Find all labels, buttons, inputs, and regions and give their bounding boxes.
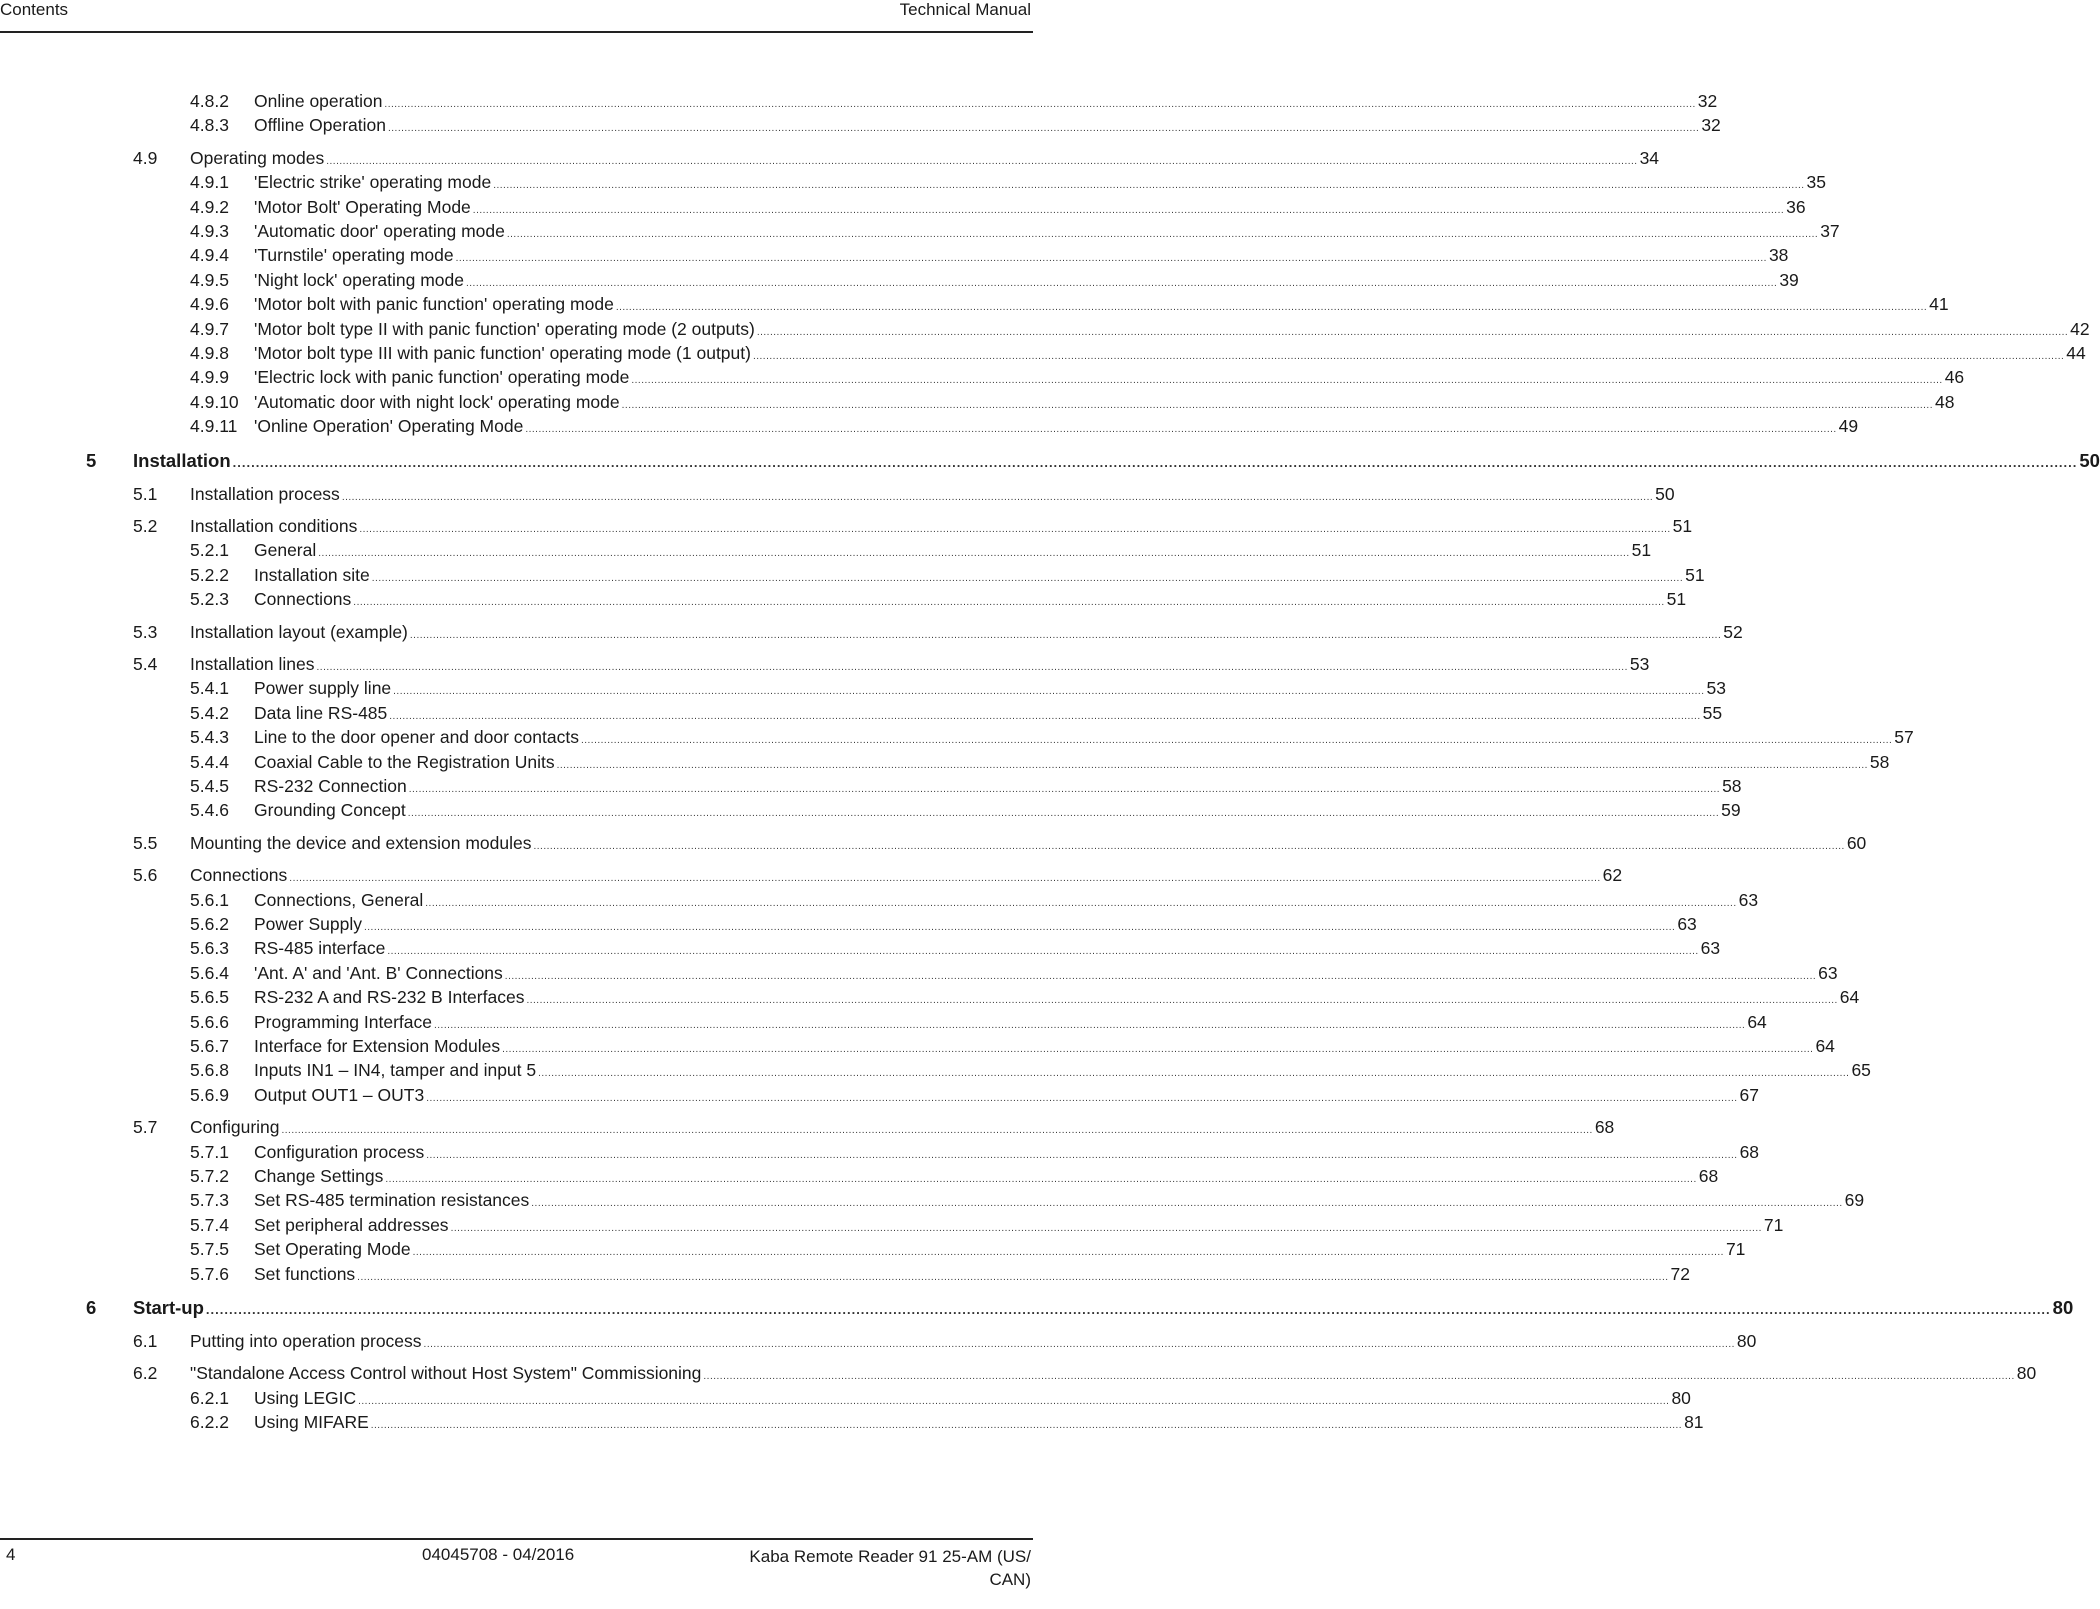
- toc-entry-number: 5.6.1: [190, 889, 229, 910]
- toc-entry[interactable]: [190, 113, 1721, 138]
- toc-entry[interactable]: [190, 390, 1955, 415]
- toc-leader-dots: ................................................................................................................................................................................................................................................................................................................................................................................................................: [370, 1420, 1683, 1432]
- toc-entry-number: 4.9.11: [190, 416, 238, 437]
- toc-entry-number: 5.7.4: [190, 1214, 229, 1235]
- toc-entry[interactable]: [190, 170, 1826, 195]
- toc-entry[interactable]: [190, 676, 1726, 701]
- toc-entry-title: Using MIFARE: [254, 1412, 369, 1433]
- toc-entry[interactable]: [190, 1010, 1767, 1035]
- toc-entry[interactable]: [190, 1034, 1835, 1059]
- toc-entry[interactable]: [133, 620, 1743, 645]
- toc-entry-title: Power Supply: [254, 914, 362, 934]
- toc-entry-title: Line to the door opener and door contacts: [254, 727, 579, 748]
- toc-entry-page: 68: [1594, 1117, 1615, 1138]
- toc-entry[interactable]: [190, 1058, 1871, 1083]
- toc-entry-title: 'Motor bolt type II with panic function' operating mode (2 outputs): [254, 318, 755, 339]
- toc-entry-title: 'Electric lock with panic function' operating mode: [254, 367, 630, 388]
- toc-leader-dots: ................................................................................................................................................................................................................................................................................................................................................................................................................: [621, 399, 1933, 411]
- toc-entry-title: Mounting the device and extension modules: [190, 832, 532, 853]
- toc-entry-number: 5.4.4: [190, 751, 229, 772]
- toc-entry[interactable]: [190, 1140, 1760, 1165]
- toc-entry-page: 36: [1786, 196, 1806, 217]
- toc-entry-title: Change Settings: [254, 1166, 384, 1186]
- toc-entry-page: 62: [1602, 865, 1623, 886]
- toc-entry[interactable]: [190, 725, 1914, 750]
- toc-entry-title: Installation: [133, 449, 231, 471]
- toc-leader-dots: ................................................................................................................................................................................................................................................................................................................................................................................................................: [205, 1302, 2051, 1317]
- toc-entry[interactable]: [190, 961, 1838, 986]
- toc-leader-dots: ................................................................................................................................................................................................................................................................................................................................................................................................................: [341, 491, 1654, 503]
- toc-leader-dots: ................................................................................................................................................................................................................................................................................................................................................................................................................: [318, 548, 1630, 560]
- toc-leader-dots: ................................................................................................................................................................................................................................................................................................................................................................................................................: [387, 123, 1700, 135]
- toc-entry-number: 4.9.5: [190, 269, 229, 290]
- toc-entry-title: 'Ant. A' and 'Ant. B' Connections: [254, 962, 503, 983]
- toc-entry[interactable]: [190, 750, 1890, 775]
- toc-entry[interactable]: [133, 652, 1650, 677]
- toc-entry-number: 5.6.8: [190, 1060, 229, 1081]
- toc-leader-dots: ................................................................................................................................................................................................................................................................................................................................................................................................................: [493, 180, 1805, 192]
- toc-entry-number: 5.7.6: [190, 1263, 229, 1284]
- toc-entry[interactable]: [190, 268, 1799, 293]
- toc-leader-dots: ................................................................................................................................................................................................................................................................................................................................................................................................................: [408, 784, 1721, 795]
- toc-entry-title: Set RS-485 termination resistances: [254, 1190, 530, 1211]
- toc-entry-number: 5.2.3: [190, 589, 229, 610]
- toc-leader-dots: ................................................................................................................................................................................................................................................................................................................................................................................................................: [472, 204, 1785, 216]
- toc-entry-title: Offline Operation: [254, 115, 386, 136]
- toc-leader-dots: ................................................................................................................................................................................................................................................................................................................................................................................................................: [326, 155, 1638, 167]
- toc-leader-dots: ................................................................................................................................................................................................................................................................................................................................................................................................................: [506, 229, 1819, 240]
- toc-entry-title: Connections: [190, 865, 288, 886]
- toc-leader-dots: ................................................................................................................................................................................................................................................................................................................................................................................................................: [426, 1149, 1738, 1161]
- toc-entry[interactable]: [190, 587, 1687, 612]
- toc-entry-title: Installation conditions: [190, 516, 358, 536]
- toc-entry[interactable]: [190, 563, 1705, 588]
- toc-entry-number: 6.2.2: [190, 1412, 229, 1433]
- toc-entry[interactable]: [190, 1188, 1865, 1213]
- toc-entry-page: 63: [1738, 889, 1759, 910]
- toc-entry[interactable]: [133, 863, 1623, 888]
- toc-entry[interactable]: [190, 1262, 1690, 1287]
- toc-entry-title: 'Turnstile' operating mode: [254, 245, 454, 266]
- toc-entry-page: 59: [1721, 800, 1741, 821]
- toc-leader-dots: ................................................................................................................................................................................................................................................................................................................................................................................................................: [363, 922, 1676, 933]
- toc-leader-dots: ................................................................................................................................................................................................................................................................................................................................................................................................................: [412, 1247, 1724, 1259]
- header-section-title: Contents: [0, 0, 69, 19]
- toc-entry-title: Programming Interface: [254, 1011, 432, 1032]
- toc-entry-page: 80: [2052, 1297, 2074, 1318]
- toc-entry[interactable]: [190, 1386, 1691, 1411]
- toc-entry-title: 'Automatic door' operating mode: [254, 221, 505, 241]
- toc-entry-page: 38: [1768, 245, 1789, 266]
- header-document-title: Technical Manual: [899, 0, 1031, 19]
- toc-entry-number: 5.4.5: [190, 776, 229, 796]
- toc-entry-number: 5.4.2: [190, 702, 229, 723]
- toc-entry-number: 6: [86, 1297, 97, 1318]
- toc-entry-page: 51: [1685, 564, 1705, 585]
- toc-entry-title: 'Motor bolt with panic function' operating mode: [254, 294, 614, 315]
- toc-entry-page: 69: [1844, 1190, 1865, 1211]
- toc-entry[interactable]: [133, 1115, 1615, 1140]
- toc-chapter-entry[interactable]: [86, 448, 2100, 473]
- toc-entry-number: 5.6.2: [190, 914, 229, 934]
- toc-entry-title: Putting into operation process: [190, 1331, 422, 1351]
- toc-entry-page: 34: [1639, 147, 1660, 168]
- toc-entry-title: Set functions: [254, 1263, 356, 1284]
- toc-entry[interactable]: [190, 936, 1721, 961]
- toc-leader-dots: ................................................................................................................................................................................................................................................................................................................................................................................................................: [756, 326, 2069, 338]
- toc-leader-dots: ................................................................................................................................................................................................................................................................................................................................................................................................................: [371, 572, 1684, 584]
- toc-leader-dots: ................................................................................................................................................................................................................................................................................................................................................................................................................: [389, 710, 1701, 722]
- toc-entry[interactable]: [190, 701, 1723, 726]
- toc-entry-title: Data line RS-485: [254, 702, 388, 723]
- toc-entry[interactable]: [133, 146, 1660, 171]
- toc-entry-number: 5.4: [133, 654, 158, 674]
- toc-entry-page: 63: [1818, 962, 1838, 983]
- toc-leader-dots: ................................................................................................................................................................................................................................................................................................................................................................................................................: [425, 897, 1737, 909]
- toc-entry-page: 35: [1806, 172, 1826, 193]
- toc-entry[interactable]: [190, 774, 1742, 799]
- toc-entry[interactable]: [190, 888, 1759, 913]
- toc-entry-title: 'Electric strike' operating mode: [254, 172, 492, 193]
- toc-entry-page: 67: [1739, 1084, 1759, 1105]
- toc-entry-page: 57: [1894, 727, 1914, 748]
- toc-entry-title: Operating modes: [190, 147, 325, 168]
- toc-entry-page: 60: [1846, 832, 1867, 853]
- toc-entry-page: 80: [2016, 1363, 2037, 1384]
- toc-leader-dots: ................................................................................................................................................................................................................................................................................................................................................................................................................: [556, 759, 1868, 771]
- toc-leader-dots: ................................................................................................................................................................................................................................................................................................................................................................................................................: [450, 1222, 1762, 1234]
- toc-entry-title: Installation layout (example): [190, 621, 408, 642]
- toc-entry-title: Coaxial Cable to the Registration Units: [254, 751, 555, 772]
- toc-leader-dots: ................................................................................................................................................................................................................................................................................................................................................................................................................: [538, 1068, 1850, 1080]
- toc-entry[interactable]: [133, 482, 1675, 507]
- toc-entry-number: 4.9.3: [190, 221, 229, 241]
- toc-entry-page: 68: [1698, 1166, 1719, 1186]
- toc-leader-dots: ................................................................................................................................................................................................................................................................................................................................................................................................................: [357, 1271, 1669, 1283]
- toc-entry-page: 64: [1839, 987, 1860, 1008]
- toc-entry-number: 5.6: [133, 865, 158, 886]
- toc-entry-title: Output OUT1 – OUT3: [254, 1084, 425, 1105]
- toc-leader-dots: ................................................................................................................................................................................................................................................................................................................................................................................................................: [281, 1125, 1593, 1137]
- toc-entry-title: Using LEGIC: [254, 1387, 357, 1408]
- toc-leader-dots: ................................................................................................................................................................................................................................................................................................................................................................................................................: [466, 277, 1778, 289]
- toc-entry-page: 50: [2079, 449, 2100, 471]
- toc-entry-page: 65: [1851, 1060, 1871, 1081]
- toc-entry-number: 4.9.10: [190, 391, 239, 412]
- toc-entry-page: 51: [1672, 516, 1693, 536]
- toc-entry-page: 80: [1736, 1331, 1757, 1351]
- footer-product-name: Kaba Remote Reader 91 25-AM (US/ CAN): [749, 1547, 1031, 1589]
- toc-entry-title: Installation site: [254, 564, 370, 585]
- toc-leader-dots: ................................................................................................................................................................................................................................................................................................................................................................................................................: [580, 735, 1893, 747]
- toc-entry[interactable]: [190, 1237, 1746, 1262]
- toc-entry[interactable]: [190, 365, 1965, 390]
- toc-entry-title: General: [254, 540, 317, 561]
- toc-chapter-entry[interactable]: [86, 1295, 2074, 1320]
- toc-entry-title: Installation lines: [190, 654, 315, 674]
- toc-entry-title: Set peripheral addresses: [254, 1214, 449, 1235]
- toc-entry-page: 71: [1725, 1239, 1746, 1260]
- toc-entry-number: 5.6.3: [190, 938, 229, 959]
- toc-entry-title: Installation process: [190, 483, 340, 504]
- toc-entry-number: 6.2.1: [190, 1387, 229, 1408]
- toc-entry-number: 6.1: [133, 1331, 158, 1351]
- toc-leader-dots: ................................................................................................................................................................................................................................................................................................................................................................................................................: [502, 1044, 1814, 1055]
- toc-entry-page: 39: [1779, 269, 1799, 290]
- toc-entry-title: "Standalone Access Control without Host System" Commissioning: [190, 1363, 702, 1384]
- toc-entry-page: 55: [1702, 702, 1723, 723]
- toc-leader-dots: ................................................................................................................................................................................................................................................................................................................................................................................................................: [631, 375, 1943, 387]
- toc-leader-dots: ................................................................................................................................................................................................................................................................................................................................................................................................................: [531, 1198, 1843, 1210]
- toc-leader-dots: ................................................................................................................................................................................................................................................................................................................................................................................................................: [353, 597, 1665, 609]
- toc-entry-number: 5.4.1: [190, 678, 229, 699]
- toc-leader-dots: ................................................................................................................................................................................................................................................................................................................................................................................................................: [316, 662, 1628, 673]
- toc-entry-title: RS-232 Connection: [254, 776, 407, 796]
- toc-entry[interactable]: [190, 798, 1741, 823]
- toc-entry-page: 51: [1666, 589, 1687, 610]
- toc-entry-number: 5.7: [133, 1117, 158, 1138]
- toc-leader-dots: ................................................................................................................................................................................................................................................................................................................................................................................................................: [504, 970, 1817, 982]
- toc-entry-title: 'Automatic door with night lock' operating mode: [254, 391, 620, 412]
- toc-entry[interactable]: [190, 341, 2086, 366]
- toc-entry[interactable]: [190, 317, 2090, 342]
- toc-entry-number: 6.2: [133, 1363, 158, 1384]
- toc-entry-number: 4.9.8: [190, 343, 229, 363]
- toc-entry-page: 64: [1747, 1011, 1767, 1032]
- toc-entry-page: 52: [1723, 621, 1743, 642]
- toc-entry-title: Set Operating Mode: [254, 1239, 411, 1260]
- toc-entry-page: 64: [1815, 1036, 1835, 1056]
- toc-entry-title: 'Night lock' operating mode: [254, 269, 464, 290]
- toc-leader-dots: ................................................................................................................................................................................................................................................................................................................................................................................................................: [455, 253, 1767, 265]
- toc-entry-page: 53: [1629, 654, 1650, 674]
- toc-entry-page: 68: [1739, 1141, 1760, 1162]
- toc-entry-number: 5.1: [133, 483, 158, 504]
- toc-leader-dots: ................................................................................................................................................................................................................................................................................................................................................................................................................: [289, 873, 1601, 885]
- toc-entry-number: 4.9.1: [190, 172, 229, 193]
- toc-entry-number: 5.7.2: [190, 1166, 229, 1186]
- toc-entry-number: 4.9.9: [190, 367, 229, 388]
- footer-document-code: 04045708 - 04/2016: [422, 1545, 575, 1564]
- toc-entry-page: 81: [1684, 1412, 1704, 1433]
- toc-entry-page: 71: [1763, 1214, 1784, 1235]
- toc-entry-number: 5.6.9: [190, 1084, 229, 1105]
- toc-leader-dots: ................................................................................................................................................................................................................................................................................................................................................................................................................: [409, 629, 1722, 641]
- toc-entry-title: 'Motor bolt type III with panic function' operating mode (1 output): [254, 343, 751, 363]
- toc-entry-title: Start-up: [133, 1297, 204, 1318]
- toc-entry-number: 5.7.1: [190, 1141, 229, 1162]
- toc-entry-number: 4.9.4: [190, 245, 229, 266]
- toc-entry-title: Configuring: [190, 1117, 280, 1138]
- toc-entry-number: 4.9.7: [190, 318, 229, 339]
- toc-entry-page: 53: [1706, 678, 1726, 699]
- toc-entry-page: 46: [1944, 367, 1965, 388]
- toc-entry-title: Online operation: [254, 91, 383, 111]
- toc-entry-title: Grounding Concept: [254, 800, 406, 821]
- toc-entry[interactable]: [190, 243, 1789, 268]
- toc-entry-number: 5.2.1: [190, 540, 229, 561]
- toc-leader-dots: ................................................................................................................................................................................................................................................................................................................................................................................................................: [358, 1395, 1670, 1407]
- toc-entry-page: 32: [1701, 115, 1721, 136]
- toc-entry-title: Connections: [254, 589, 352, 610]
- toc-entry-title: RS-232 A and RS-232 B Interfaces: [254, 987, 525, 1008]
- toc-entry[interactable]: [133, 1329, 1757, 1354]
- toc-leader-dots: ................................................................................................................................................................................................................................................................................................................................................................................................................: [426, 1092, 1738, 1104]
- toc-entry-number: 4.8.2: [190, 91, 229, 111]
- toc-entry[interactable]: [190, 1213, 1784, 1238]
- toc-entry-page: 42: [2070, 318, 2090, 339]
- toc-entry[interactable]: [190, 1164, 1719, 1189]
- toc-leader-dots: ................................................................................................................................................................................................................................................................................................................................................................................................................: [407, 808, 1720, 820]
- toc-entry-number: 5.7.3: [190, 1190, 229, 1211]
- toc-entry-title: 'Online Operation' Operating Mode: [254, 416, 524, 437]
- toc-entry-number: 5.6.7: [190, 1036, 229, 1056]
- toc-entry-page: 48: [1934, 391, 1955, 412]
- toc-leader-dots: ................................................................................................................................................................................................................................................................................................................................................................................................................: [393, 686, 1705, 698]
- toc-entry[interactable]: [133, 514, 1693, 539]
- toc-leader-dots: ................................................................................................................................................................................................................................................................................................................................................................................................................: [526, 995, 1838, 1007]
- toc-entry-number: 5.3: [133, 621, 158, 642]
- toc-entry-number: 5.7.5: [190, 1239, 229, 1260]
- toc-entry[interactable]: [190, 1083, 1759, 1108]
- toc-entry-page: 63: [1677, 914, 1697, 934]
- toc-entry-page: 32: [1697, 91, 1718, 111]
- toc-entry[interactable]: [190, 1410, 1704, 1435]
- toc-entry-number: 5.6.6: [190, 1011, 229, 1032]
- toc-entry-title: Inputs IN1 – IN4, tamper and input 5: [254, 1060, 537, 1081]
- toc-entry-page: 63: [1700, 938, 1721, 959]
- toc-entry-number: 5: [86, 449, 97, 471]
- toc-entry-page: 51: [1631, 540, 1652, 561]
- toc-entry-page: 49: [1838, 416, 1859, 437]
- toc-entry-title: 'Motor Bolt' Operating Mode: [254, 196, 471, 217]
- toc-entry[interactable]: [190, 219, 1840, 244]
- toc-leader-dots: ................................................................................................................................................................................................................................................................................................................................................................................................................: [434, 1019, 1746, 1031]
- toc-entry-title: Configuration process: [254, 1141, 425, 1162]
- toc-entry-page: 72: [1670, 1263, 1690, 1284]
- toc-entry-page: 50: [1655, 483, 1675, 504]
- toc-leader-dots: ................................................................................................................................................................................................................................................................................................................................................................................................................: [385, 1174, 1697, 1185]
- toc-entry-number: 5.4.3: [190, 727, 229, 748]
- toc-leader-dots: ................................................................................................................................................................................................................................................................................................................................................................................................................: [423, 1339, 1735, 1350]
- toc-entry-page: 37: [1820, 221, 1840, 241]
- toc-entry-page: 58: [1869, 751, 1890, 772]
- toc-leader-dots: ................................................................................................................................................................................................................................................................................................................................................................................................................: [387, 946, 1699, 958]
- toc-entry-number: 4.9: [133, 147, 158, 168]
- toc-entry[interactable]: [190, 89, 1718, 114]
- toc-entry-page: 80: [1671, 1387, 1691, 1408]
- toc-entry[interactable]: [190, 195, 1806, 220]
- toc-entry-number: 4.9.6: [190, 294, 229, 315]
- toc-entry-title: Connections, General: [254, 889, 424, 910]
- toc-leader-dots: ................................................................................................................................................................................................................................................................................................................................................................................................................: [359, 524, 1671, 535]
- toc-entry-title: Power supply line: [254, 678, 392, 699]
- toc-entry[interactable]: [190, 292, 1949, 317]
- toc-leader-dots: ................................................................................................................................................................................................................................................................................................................................................................................................................: [232, 454, 2078, 470]
- toc-entry[interactable]: [190, 985, 1860, 1010]
- toc-entry-number: 5.4.6: [190, 800, 229, 821]
- toc-entry[interactable]: [190, 912, 1697, 937]
- toc-entry-title: RS-485 interface: [254, 938, 386, 959]
- toc-entry-number: 5.6.5: [190, 987, 229, 1008]
- toc-entry-number: 5.2: [133, 516, 158, 536]
- toc-entry-page: 41: [1929, 294, 1949, 315]
- toc-entry-number: 5.6.4: [190, 962, 229, 983]
- toc-entry-page: 58: [1722, 776, 1742, 796]
- toc-leader-dots: ................................................................................................................................................................................................................................................................................................................................................................................................................: [533, 840, 1845, 852]
- toc-leader-dots: ................................................................................................................................................................................................................................................................................................................................................................................................................: [703, 1371, 2015, 1383]
- toc-leader-dots: ................................................................................................................................................................................................................................................................................................................................................................................................................: [525, 424, 1837, 436]
- toc-entry-number: 5.5: [133, 832, 158, 853]
- toc-leader-dots: ................................................................................................................................................................................................................................................................................................................................................................................................................: [384, 99, 1696, 110]
- toc-entry-number: 5.2.2: [190, 564, 229, 585]
- toc-entry[interactable]: [133, 831, 1867, 856]
- toc-entry[interactable]: [190, 538, 1652, 563]
- toc-entry[interactable]: [133, 1361, 2037, 1386]
- toc-leader-dots: ................................................................................................................................................................................................................................................................................................................................................................................................................: [615, 302, 1928, 314]
- toc-entry-title: Interface for Extension Modules: [254, 1036, 501, 1056]
- toc-entry-number: 4.8.3: [190, 115, 229, 136]
- toc-entry-number: 4.9.2: [190, 196, 229, 217]
- toc-entry-page: 44: [2066, 343, 2086, 363]
- toc-entry[interactable]: [190, 414, 1859, 439]
- toc-leader-dots: ................................................................................................................................................................................................................................................................................................................................................................................................................: [752, 351, 2065, 362]
- footer-divider: [0, 1538, 1033, 1540]
- footer-page-number: 4: [6, 1545, 16, 1564]
